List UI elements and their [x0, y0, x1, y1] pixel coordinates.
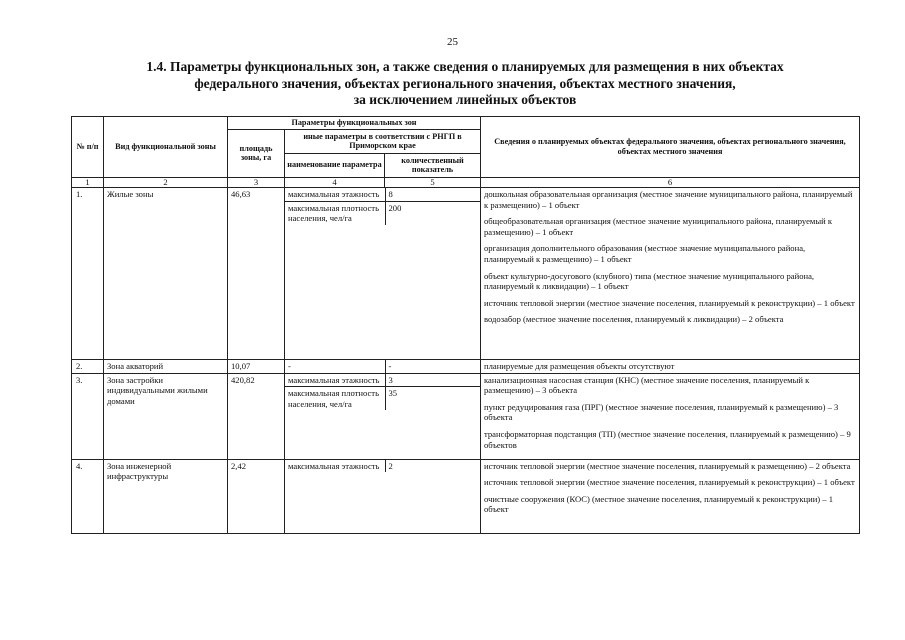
column-number: 4	[285, 177, 385, 188]
zone-type: Зона инженерной инфраструктуры	[104, 459, 228, 533]
planned-object-item: источник тепловой энергии (местное значение поселения, планируемый к реконструкции) – 1 объект	[484, 477, 855, 488]
title-line-3: за исключением линейных объектов	[353, 92, 577, 107]
table-row	[72, 360, 860, 374]
planned-object-item: трансформаторная подстанция (ТП) (местное значение поселения, планируемый к размещению) – 9 объектов	[484, 429, 851, 450]
title-line-1: 1.4. Параметры функциональных зон, а также сведения о планируемых для размещения в них объектах	[146, 59, 784, 74]
header-params-group: Параметры функциональных зон	[228, 117, 481, 130]
planned-objects	[481, 188, 860, 360]
param-value: 2	[385, 460, 481, 473]
zone-params	[285, 188, 481, 360]
row-number: 1.	[72, 188, 104, 360]
zone-area: 420,82	[228, 373, 285, 459]
table-row	[72, 188, 860, 360]
column-number: 1	[72, 177, 104, 188]
header-num: № п/п	[72, 117, 104, 178]
param-value: 200	[385, 201, 481, 225]
column-numbers-row	[72, 177, 860, 188]
planned-object-item: объект культурно-досугового (клубного) типа (местное значение муниципального района, планируемый к ликвидации) – 1 объект	[484, 270, 815, 292]
column-number: 3	[228, 177, 285, 188]
zone-params	[285, 373, 481, 459]
planned-objects	[481, 373, 860, 459]
header-param-name: наименование параметра	[285, 153, 385, 177]
column-number: 2	[104, 177, 228, 188]
planned-object-item: водозабор (местное значение поселения, планируемый к ликвидации) – 2 объекта	[484, 314, 784, 325]
column-number: 6	[481, 177, 860, 188]
planned-object-item: планируемые для размещения объекты отсутствуют	[484, 361, 675, 372]
zone-params	[285, 459, 481, 533]
planned-objects	[481, 360, 860, 374]
param-name: -	[288, 361, 291, 372]
page-number: 25	[447, 36, 458, 48]
zone-type: Жилые зоны	[104, 188, 228, 360]
param-name: максимальная плотность населения, чел/га	[288, 202, 379, 224]
header-area: площадь зоны, га	[228, 129, 285, 177]
header-other-params: иные параметры в соответствии с РНГП в Приморском крае	[285, 129, 481, 153]
table-row	[72, 373, 860, 459]
title-line-2: федерального значения, объектах регионального значения, объектах местного значения,	[194, 75, 736, 91]
zone-area: 10,07	[228, 360, 285, 374]
planned-object-item: источник тепловой энергии (местное значение поселения, планируемый к размещению) – 2 объекта	[484, 460, 851, 471]
param-name: максимальная этажность	[285, 374, 385, 387]
planned-object-item: канализационная насосная станция (КНС) (местное значение поселения, планируемый к размещению) – 3 объекта	[484, 374, 810, 396]
param-value: 8	[385, 188, 481, 201]
header-objects-info: Сведения о планируемых объектах федерального значения, объектах регионального значения, объектах местного значения	[481, 117, 860, 178]
zones-table	[71, 116, 860, 534]
zone-area: 46,63	[228, 188, 285, 360]
param-name: максимальная плотность населения, чел/га	[288, 388, 379, 409]
row-number: 2.	[72, 360, 104, 374]
row-number: 4.	[72, 459, 104, 533]
planned-object-item: дошкольная образовательная организация (местное значение муниципального района, планируемый к размещению) – 1 объект	[484, 189, 853, 210]
planned-object-item: общеобразовательная организация (местное значение муниципального района, планируемый к размещению) – 1 объект	[484, 216, 833, 237]
zone-type: Зона акваторий	[104, 360, 228, 374]
header-param-value: количественный показатель	[385, 153, 481, 177]
param-value: 3	[385, 374, 481, 387]
table-row	[72, 459, 860, 533]
planned-object-item: очистные сооружения (КОС) (местное значение поселения, планируемый к реконструкции) – 1 объект	[484, 493, 834, 515]
planned-object-item: пункт редуцирования газа (ПРГ) (местное значение поселения, планируемый к размещению) – 3 объекта	[484, 401, 839, 423]
param-name: максимальная этажность	[288, 460, 380, 471]
planned-object-item: организация дополнительного образования (местное значение муниципального района, планируемый к размещению) – 1 объект	[484, 243, 806, 265]
param-name: максимальная этажность	[285, 188, 385, 201]
param-value: -	[385, 360, 481, 373]
column-number: 5	[385, 177, 481, 188]
document-title	[70, 59, 860, 109]
row-number: 3.	[72, 373, 104, 459]
zone-type: Зона застройки индивидуальными жилыми домами	[104, 373, 228, 459]
planned-objects	[481, 459, 860, 533]
planned-object-item: источник тепловой энергии (местное значение поселения, планируемый к реконструкции) – 1 объект	[484, 297, 855, 308]
param-value: 35	[385, 387, 481, 411]
zone-area: 2,42	[228, 459, 285, 533]
header-zone-type: Вид функциональной зоны	[104, 117, 228, 178]
zone-params	[285, 360, 481, 374]
